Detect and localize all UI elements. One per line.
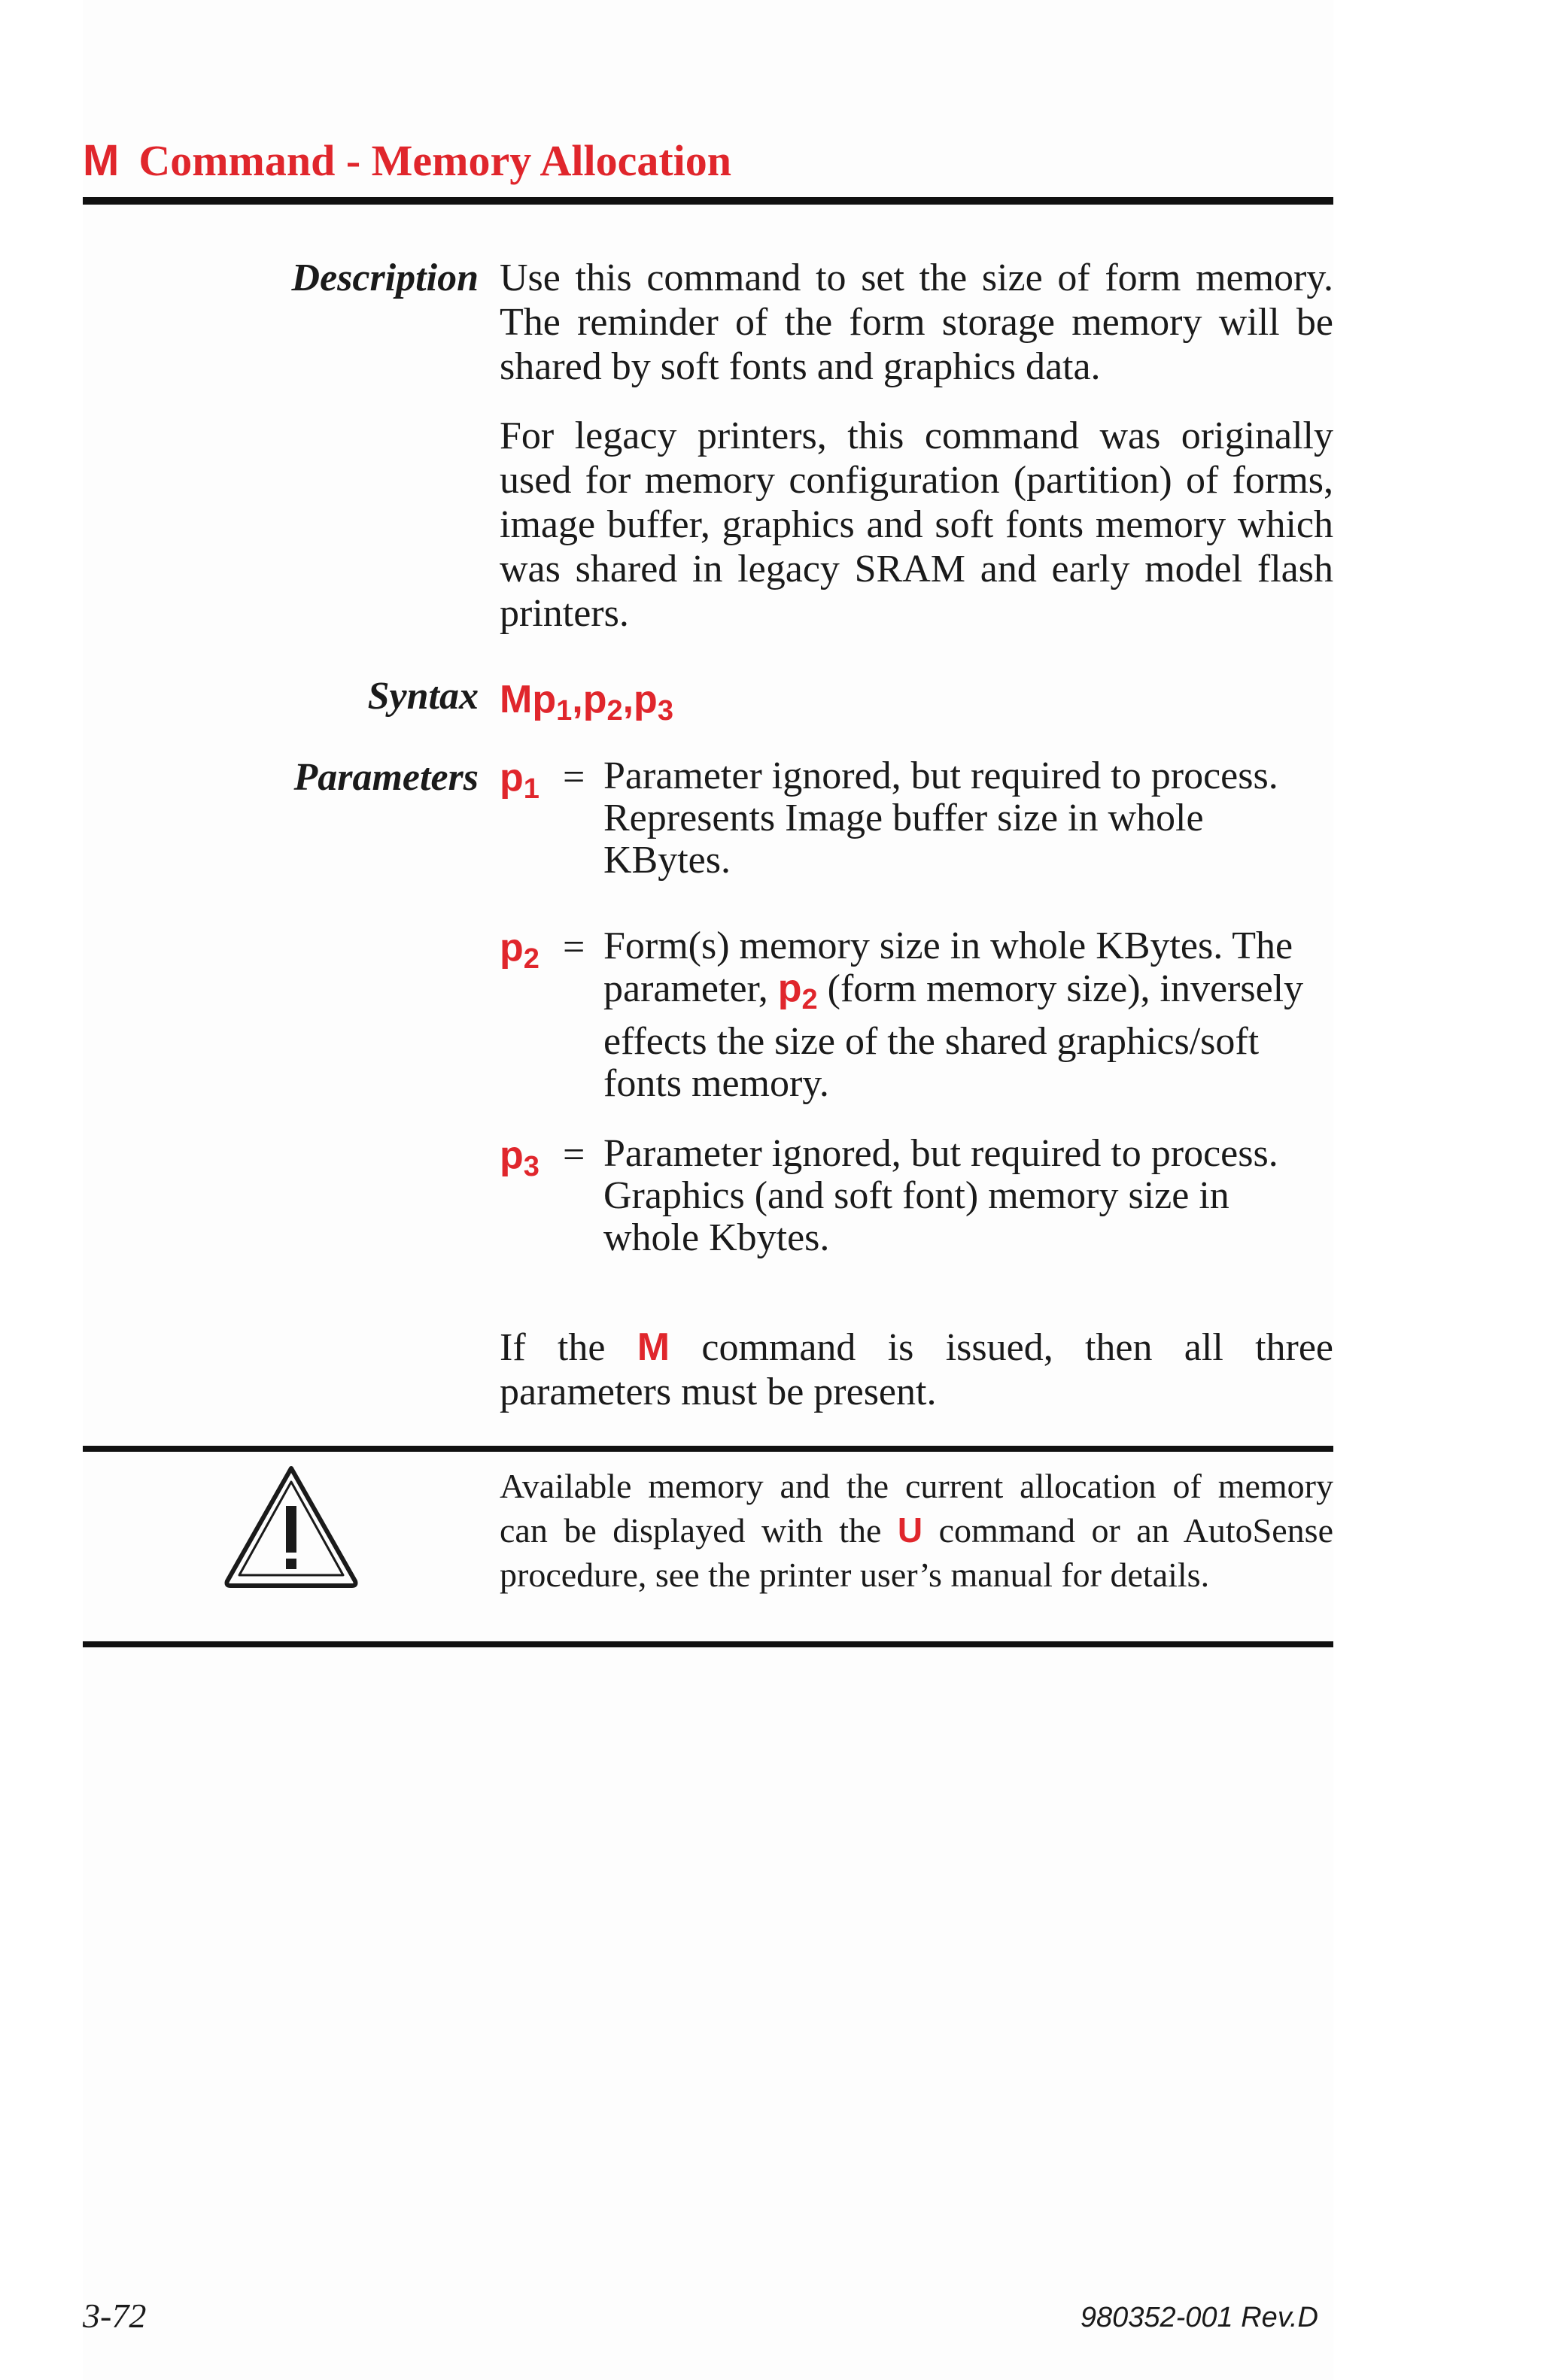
param-1-p: p <box>500 756 524 800</box>
page-number: 3-72 <box>83 2297 147 2335</box>
closing-before: If the <box>500 1326 637 1369</box>
param-1-symbol <box>500 755 540 806</box>
param-3-p: p <box>500 1134 524 1177</box>
param-2-text-before: Form(s) memory size in whole KBytes. The parameter, <box>603 924 1293 1010</box>
param-2-inline-symbol <box>777 967 818 1015</box>
note-command: U <box>897 1510 923 1550</box>
syntax-sub-2: 2 <box>606 695 623 727</box>
title-text: Command - Memory Allocation <box>138 136 732 185</box>
syntax-label: Syntax <box>367 675 479 718</box>
note-bottom-rule <box>83 1641 1333 1647</box>
param-3-sub: 3 <box>523 1151 540 1182</box>
syntax-sep-1: , <box>572 678 583 721</box>
syntax-p3: p <box>634 678 658 721</box>
command-letter: M <box>83 136 120 185</box>
document-number: 980352-001 Rev.D <box>1080 2302 1318 2333</box>
description-para-1: Use this command to set the size of form memory. The reminder of the form storage memory will be shared by soft fonts and graphics data. <box>500 257 1333 388</box>
closing-after: command is issued, then all three parameters must be present. <box>500 1326 1333 1413</box>
param-2-equals: = <box>563 926 585 969</box>
syntax-p2: p <box>582 678 607 721</box>
note-after: command or an AutoSense procedure, see the printer user’s manual for details. <box>500 1511 1333 1594</box>
closing-command: M <box>637 1325 670 1369</box>
page-title <box>83 135 731 186</box>
top-rule <box>83 197 1333 205</box>
param-2-text <box>603 925 1333 1105</box>
param-2-sub: 2 <box>523 943 540 975</box>
closing-paragraph <box>500 1325 1333 1414</box>
param-1-text: Parameter ignored, but required to process. Represents Image buffer size in whole KBytes. <box>603 754 1278 882</box>
description-label: Description <box>291 257 479 299</box>
param-2-p: p <box>500 926 524 970</box>
note-before: Available memory and the current allocation of memory can be displayed with the <box>500 1467 1333 1550</box>
param-3-symbol <box>500 1133 540 1183</box>
description-para-2: For legacy printers, this command was originally used for memory configuration (partition) of forms, image buffer, graphics and soft fonts memory which was shared in legacy SRAM and early model flash printers. <box>500 414 1333 635</box>
param-1-sub: 1 <box>523 773 540 805</box>
param-3-equals: = <box>563 1134 585 1176</box>
param-2-text-after: (form memory size), inversely effects the size of the shared graphics/soft fonts memory. <box>603 967 1304 1105</box>
syntax-command <box>500 677 673 727</box>
syntax-cmd: Mp <box>500 678 557 721</box>
syntax-sub-1: 1 <box>556 695 573 727</box>
syntax-sep-2: , <box>622 678 634 721</box>
syntax-sub-3: 3 <box>657 695 673 727</box>
param-2-inline-p: p <box>777 967 802 1010</box>
param-3-text: Parameter ignored, but required to process. Graphics (and soft font) memory size in whole Kbytes. <box>603 1132 1278 1259</box>
note-text <box>500 1464 1333 1597</box>
param-2-symbol <box>500 925 540 976</box>
param-1-equals: = <box>563 756 585 799</box>
parameters-label: Parameters <box>293 756 479 799</box>
param-2-inline-sub: 2 <box>801 984 818 1015</box>
note-top-rule <box>83 1446 1333 1452</box>
warning-triangle-icon <box>223 1462 360 1590</box>
